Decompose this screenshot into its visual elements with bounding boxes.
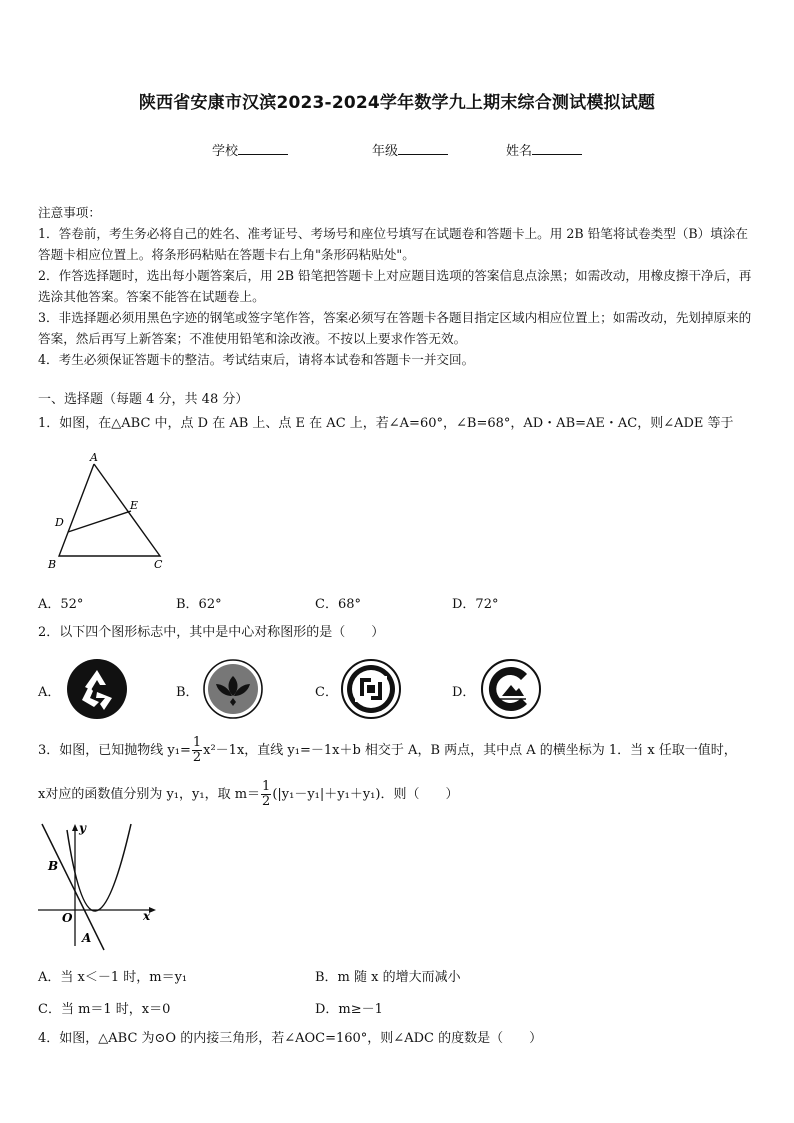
question-4-stem: 4．如图，△ABC 为⊙O 的内接三角形，若∠AOC=160°，则∠ADC 的度数是（ ） bbox=[38, 1031, 543, 1046]
question-1-stem: 1．如图，在△ABC 中，点 D 在 AB 上、点 E 在 AC 上，若∠A=60°，∠B=68°，AD・AB=AE・AC，则∠ADE 等于 bbox=[38, 416, 734, 431]
segment-de bbox=[68, 511, 131, 532]
q1-option-a[interactable]: A．52° bbox=[38, 597, 84, 612]
label-b: B bbox=[48, 558, 57, 571]
label-c: C bbox=[154, 558, 163, 571]
grade-blank bbox=[398, 141, 448, 155]
exam-notes bbox=[38, 202, 760, 370]
leaf-emblem-logo-icon[interactable] bbox=[202, 658, 264, 720]
label-e: E bbox=[130, 499, 139, 512]
label-o: O bbox=[62, 911, 73, 925]
q3-option-a[interactable]: A．当 x＜－1 时，m＝y₁ bbox=[38, 970, 188, 985]
name-label: 姓名 bbox=[506, 144, 533, 159]
page-title: 陕西省安康市汉滨2023-2024学年数学九上期末综合测试模拟试题 bbox=[138, 93, 656, 113]
note-item: 3．非选择题必须用黑色字迹的钢笔或签字笔作答，答案必须写在答题卡各题目指定区域内相应位置上；如需改动，先划掉原来的答案，然后再写上新答案；不准使用铅笔和涂改液。不按以上要求作答无效。 bbox=[38, 310, 752, 346]
question-2-stem: 2．以下四个图形标志中，其中是中心对称图形的是（ ） bbox=[38, 625, 385, 640]
frac-numerator: 1 bbox=[192, 735, 202, 750]
y-axis-arrow bbox=[72, 824, 78, 831]
label-x: x bbox=[143, 909, 151, 923]
note-item: 2．作答选择题时，选出每小题答案后，用 2B 铅笔把答题卡上对应题目选项的答案信息点涂黑；如需改动，用橡皮擦干净后，再选涂其他答案。答案不能答在试题卷上。 bbox=[38, 268, 752, 304]
frac-numerator: 1 bbox=[262, 779, 271, 794]
fraction-one-half bbox=[192, 736, 202, 765]
grade-label: 年级 bbox=[372, 144, 399, 159]
fraction-one-half bbox=[261, 780, 271, 809]
q1-option-b[interactable]: B．62° bbox=[176, 597, 222, 612]
section-heading: 一、选择题（每题 4 分，共 48 分） bbox=[38, 392, 249, 407]
q3-option-c[interactable]: C．当 m＝1 时，x＝0 bbox=[38, 1002, 171, 1017]
label-a: A bbox=[82, 931, 92, 945]
school-field bbox=[212, 140, 288, 159]
question-3-line-1 bbox=[38, 736, 763, 765]
frac-denominator: 2 bbox=[192, 750, 202, 765]
mountain-c-logo-icon[interactable] bbox=[480, 658, 542, 720]
note-item: 1．答卷前，考生务必将自己的姓名、准考证号、考场号和座位号填写在试题卷和答题卡上。用 2B 铅笔将试卷类型（B）填涂在答题卡相应位置上。将条形码粘贴在答题卡右上角"条形码粘贴处"。 bbox=[38, 226, 749, 262]
label-a: A bbox=[90, 451, 98, 464]
recycle-logo-icon[interactable] bbox=[66, 658, 128, 720]
triangle-abc-outline bbox=[59, 464, 160, 556]
q1-option-c[interactable]: C．68° bbox=[315, 597, 361, 612]
label-b: B bbox=[48, 859, 59, 873]
q3-option-d[interactable]: D．m≥－1 bbox=[315, 1002, 383, 1017]
q2-option-d-label[interactable]: D． bbox=[452, 685, 476, 700]
note-item: 4．考生必须保证答题卡的整洁。考试结束后，请将本试卷和答题卡一并交回。 bbox=[38, 352, 475, 367]
q3-option-b[interactable]: B．m 随 x 的增大而减小 bbox=[315, 970, 461, 985]
name-blank bbox=[532, 141, 582, 155]
notes-heading: 注意事项： bbox=[38, 205, 101, 220]
question-3-line-2 bbox=[38, 780, 763, 809]
label-y: y bbox=[79, 821, 86, 835]
parabola-curve bbox=[67, 824, 131, 911]
grade-field bbox=[372, 140, 448, 159]
q3-line1-start: 3．如图，已知抛物线 y₁= bbox=[38, 743, 191, 758]
circular-c-logo-icon[interactable] bbox=[340, 658, 402, 720]
q2-option-c-label[interactable]: C． bbox=[315, 685, 338, 700]
name-field bbox=[506, 140, 582, 159]
q3-line2-start: x对应的函数值分别为 y₁，y₁，取 m＝ bbox=[38, 787, 261, 802]
q2-option-b-label[interactable]: B． bbox=[176, 685, 199, 700]
triangle-figure bbox=[44, 448, 174, 576]
straight-line bbox=[42, 824, 104, 950]
label-d: D bbox=[55, 516, 64, 529]
frac-denominator: 2 bbox=[262, 794, 271, 809]
school-label: 学校 bbox=[212, 144, 239, 159]
school-blank bbox=[238, 141, 288, 155]
q3-line2-end: (|y₁－y₁|＋y₁＋y₁)．则（ ） bbox=[272, 787, 459, 802]
q2-option-a-label[interactable]: A． bbox=[38, 685, 61, 700]
q1-option-d[interactable]: D．72° bbox=[452, 597, 499, 612]
q3-line1-end: x²－1x，直线 y₁=－1x＋b 相交于 A，B 两点，其中点 A 的横坐标为 1．当 x 任取一值时， bbox=[203, 743, 737, 758]
parabola-line-figure bbox=[34, 820, 160, 952]
